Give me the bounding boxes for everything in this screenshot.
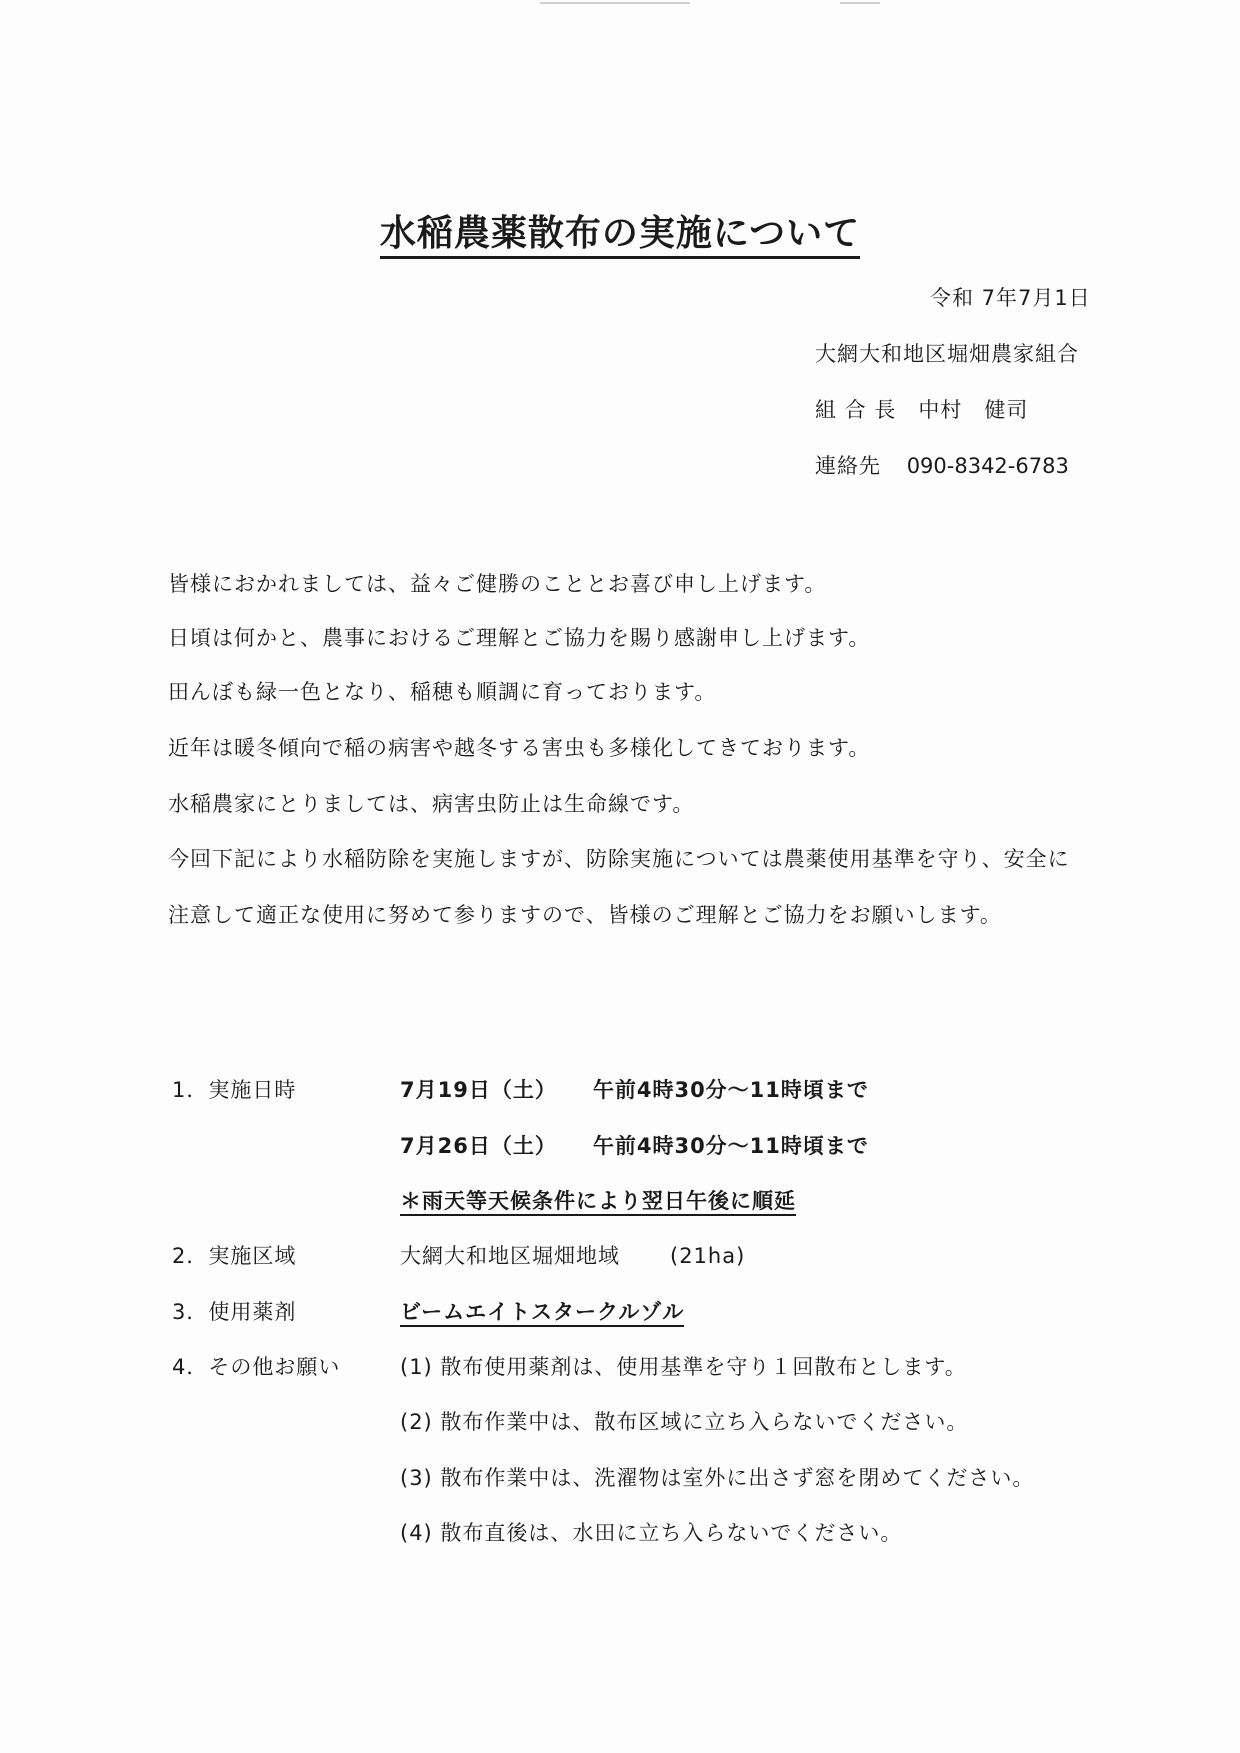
schedule-date-2: 7月26日（土） bbox=[400, 1134, 557, 1158]
schedule-note bbox=[400, 1185, 796, 1215]
body-line: 皆様におかれましては、益々ご健勝のこととお喜び申し上げます。 bbox=[168, 572, 827, 596]
body-line: 近年は暖冬傾向で稲の病害や越冬する害虫も多様化してきております。 bbox=[168, 736, 871, 760]
document-title bbox=[0, 205, 1240, 256]
area-label: 2．実施区域 bbox=[172, 1244, 297, 1268]
body-line: 今回下記により水稲防除を実施しますが、防除実施については農薬使用基準を守り、安全に bbox=[168, 847, 1070, 871]
contact-phone: 090-8342-6783 bbox=[906, 454, 1069, 478]
scan-artifact bbox=[840, 2, 880, 4]
schedule-time-1: 午前4時30分～11時頃まで bbox=[592, 1078, 869, 1102]
body-line: 注意して適正な使用に努めて参りますので、皆様のご理解とご協力をお願いします。 bbox=[168, 903, 1002, 927]
area-value: 大網大和地区堀畑地域 bbox=[400, 1244, 620, 1268]
contact-info bbox=[815, 450, 1069, 480]
body-line: 水稲農家にとりましては、病害虫防止は生命線です。 bbox=[168, 792, 695, 816]
scan-artifact bbox=[540, 2, 690, 4]
chemical-label: 3．使用薬剤 bbox=[172, 1300, 297, 1324]
chemical-value: ビームエイトスタークルゾル bbox=[400, 1300, 684, 1327]
organization-name: 大網大和地区堀畑農家組合 bbox=[815, 342, 1079, 366]
chairman-name: 組 合 長 中村 健司 bbox=[815, 398, 1029, 422]
chemical-value-row bbox=[400, 1296, 684, 1326]
schedule-row-1 bbox=[400, 1074, 869, 1104]
document-title-text: 水稲農薬散布の実施について bbox=[380, 213, 860, 259]
body-line: 田んぼも緑一色となり、稲穂も順調に育っております。 bbox=[168, 680, 717, 704]
schedule-label: 1．実施日時 bbox=[172, 1078, 297, 1102]
area-size: (21ha) bbox=[670, 1244, 746, 1268]
schedule-time-2: 午前4時30分～11時頃まで bbox=[592, 1134, 869, 1158]
body-line: 日頃は何かと、農事におけるご理解とご協力を賜り感謝申し上げます。 bbox=[168, 626, 871, 650]
schedule-note-text: ＊雨天等天候条件により翌日午後に順延 bbox=[400, 1189, 796, 1216]
request-item: (4) 散布直後は、水田に立ち入らないでください。 bbox=[400, 1521, 903, 1545]
schedule-row-2 bbox=[400, 1130, 869, 1160]
issue-date: 令和 7年7月1日 bbox=[930, 286, 1091, 310]
requests-label: 4．その他お願い bbox=[172, 1355, 341, 1379]
area-value-row bbox=[400, 1240, 745, 1270]
request-item: (3) 散布作業中は、洗濯物は室外に出さず窓を閉めてください。 bbox=[400, 1466, 1035, 1490]
request-item: (2) 散布作業中は、散布区域に立ち入らないでください。 bbox=[400, 1410, 969, 1434]
schedule-date-1: 7月19日（土） bbox=[400, 1078, 557, 1102]
contact-label: 連絡先 bbox=[815, 454, 881, 478]
request-item: (1) 散布使用薬剤は、使用基準を守り１回散布とします。 bbox=[400, 1355, 967, 1379]
